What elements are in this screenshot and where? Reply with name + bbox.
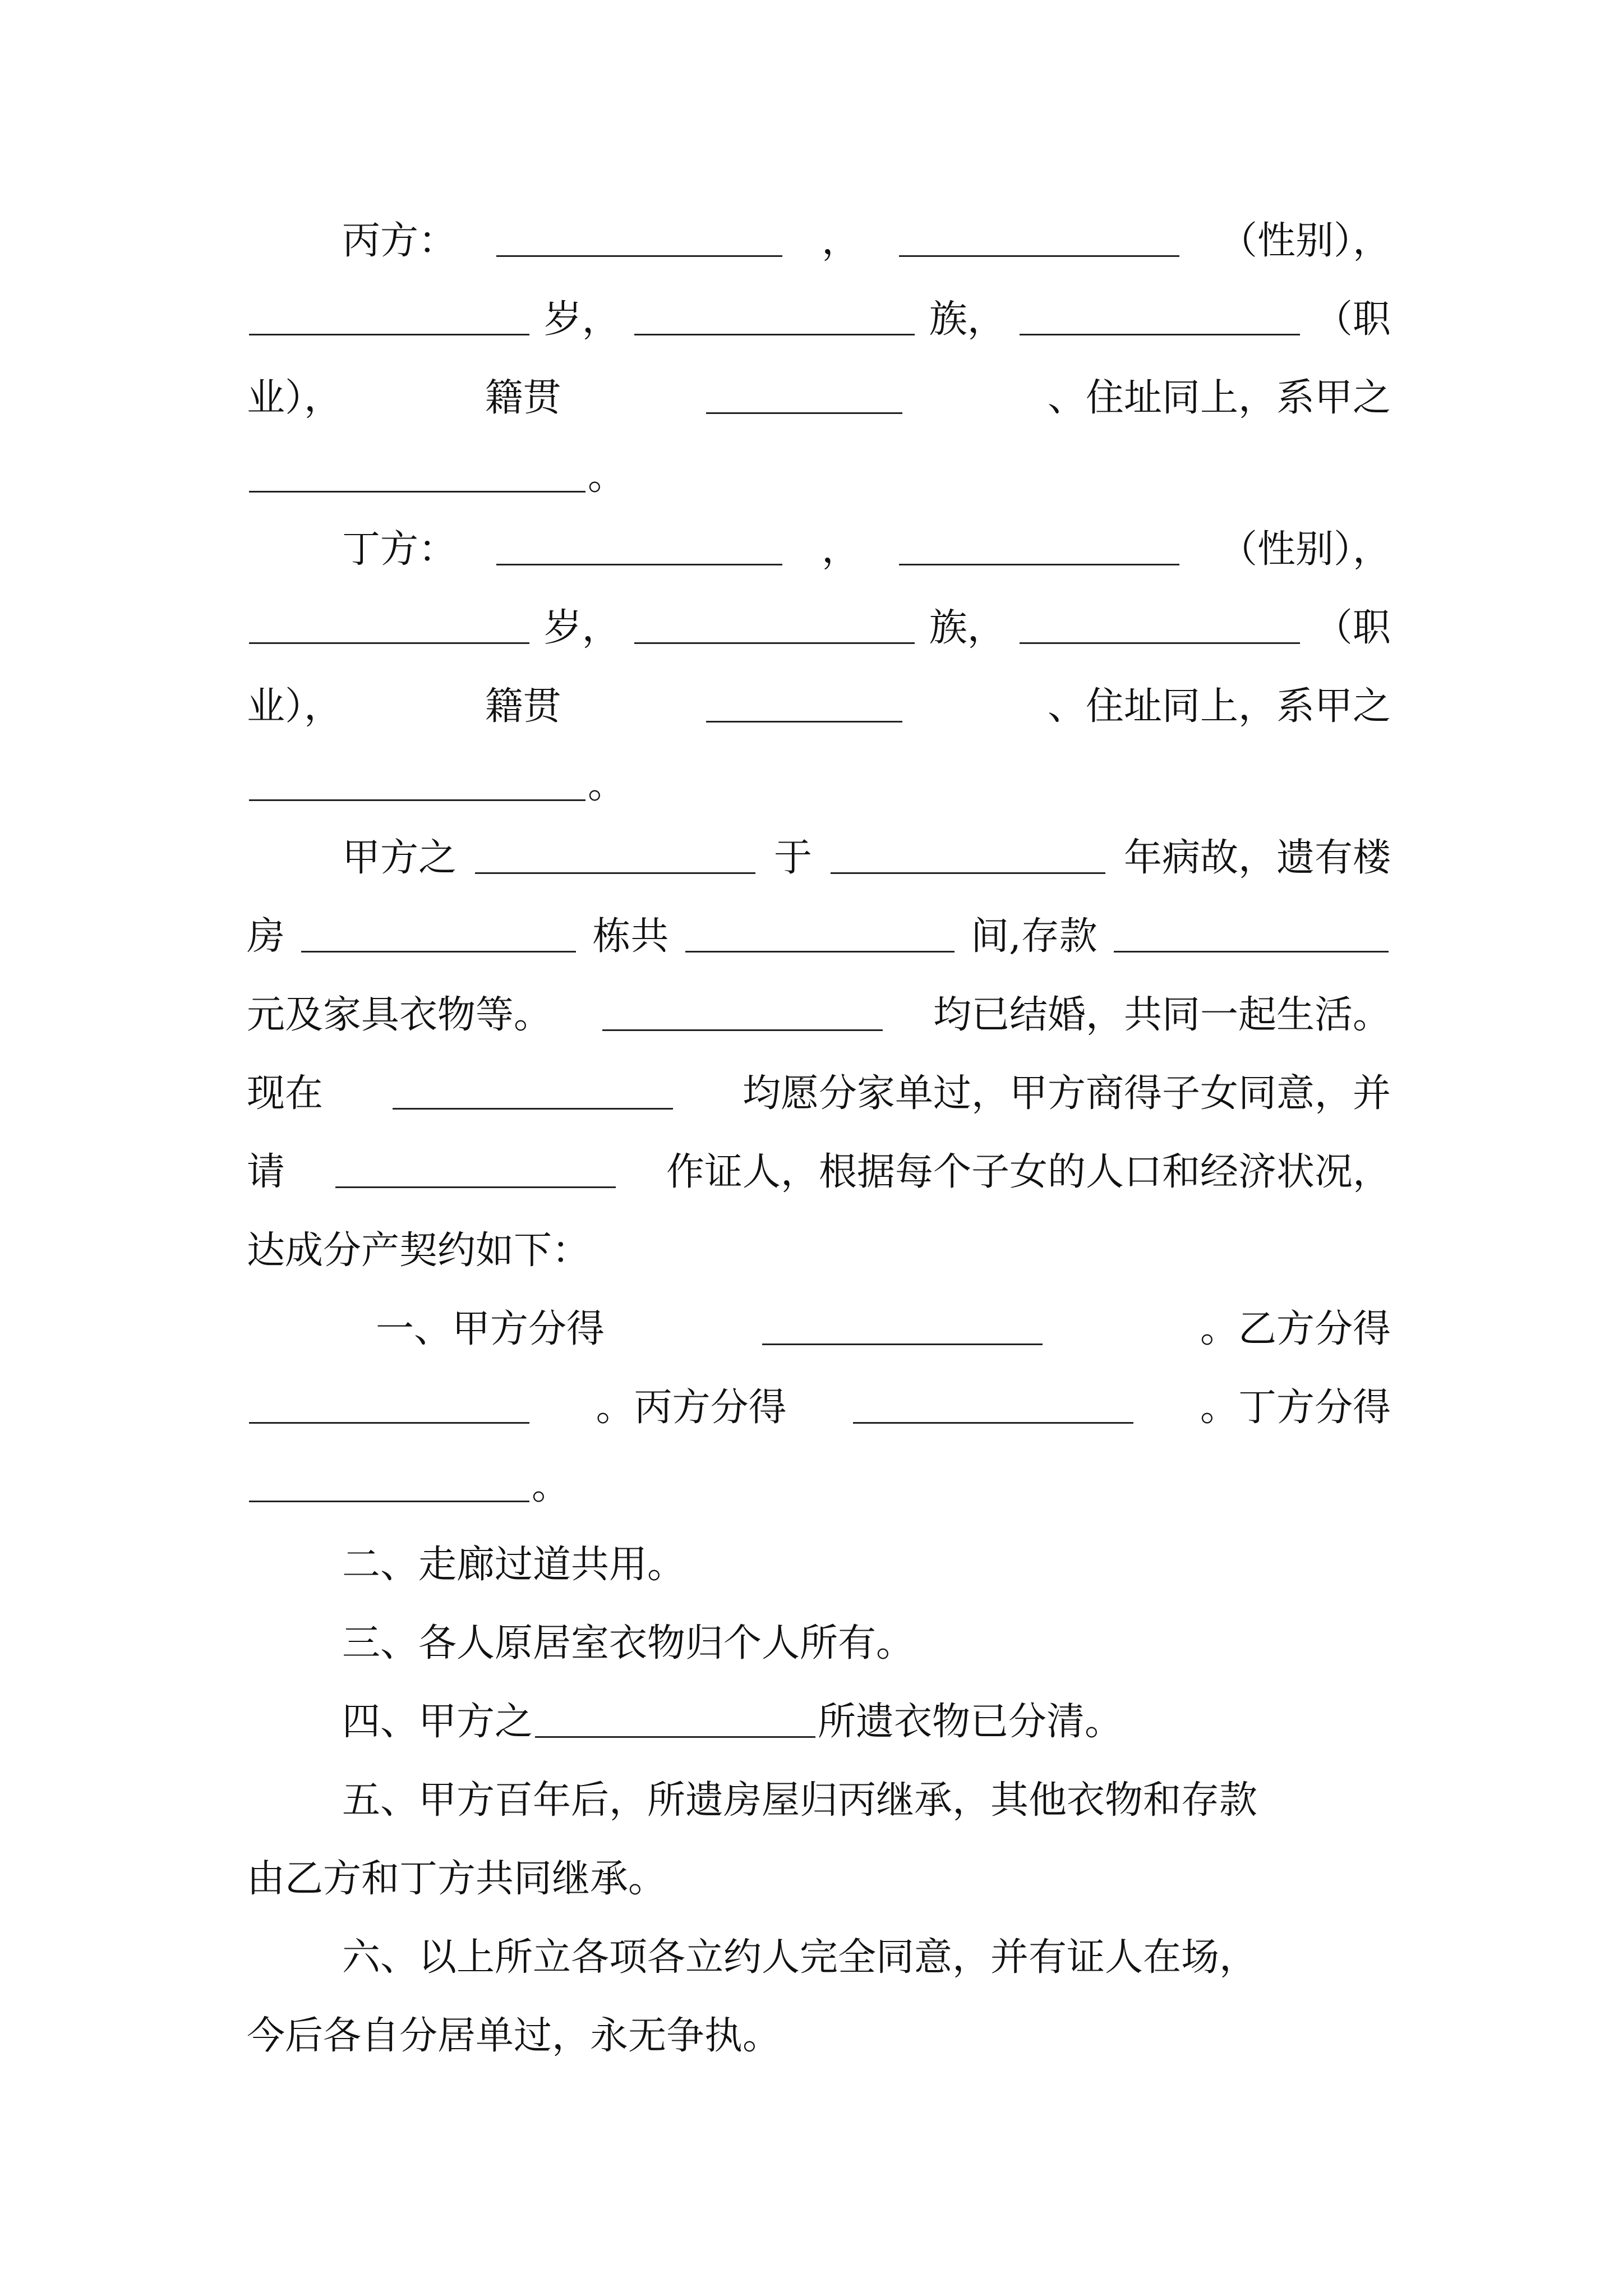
party-ding-job-label: （职: [1314, 606, 1391, 650]
party-bing-period: 。: [588, 454, 626, 499]
party-bing-native-blank: [706, 365, 902, 414]
para-text: 元及家具衣物等。: [247, 993, 552, 1037]
para-text: 现在: [247, 1071, 324, 1116]
party-bing-job-end: 业），: [247, 376, 343, 420]
para-line-2: [247, 898, 1391, 976]
party-bing-job-label: （职: [1314, 297, 1391, 342]
party-ding-label: 丁方：: [342, 527, 457, 572]
party-bing-label: 丙方：: [342, 219, 457, 263]
item-1-jia-blank: [762, 1296, 1043, 1345]
party-ding-gender-blank: [899, 517, 1179, 565]
para-text: 房: [247, 914, 285, 959]
item-2: [247, 1526, 1391, 1604]
para-line-6: [247, 1212, 1391, 1290]
para-line-3: [247, 976, 1391, 1055]
item-1-text: 。丁方分得: [1200, 1386, 1391, 1430]
item-5-line-2: [247, 1840, 1391, 1918]
party-ding-address-text: 、住址同上，系甲之: [1047, 684, 1391, 729]
para-line-4: [247, 1055, 1391, 1133]
party-ding-name-blank: [496, 517, 782, 565]
para-blank: [1114, 904, 1389, 953]
item-4-text: 所遗衣物已分清。: [818, 1700, 1123, 1744]
item-5-text: 由乙方和丁方共同继承。: [247, 1857, 667, 1901]
item-6-text: 今后各自分居单过，永无争执。: [247, 2014, 781, 2058]
party-bing-gender-label: （性别），: [1219, 219, 1391, 263]
party-ding-line-4: [247, 746, 1391, 825]
party-ding-relation-blank: [249, 752, 585, 801]
item-1-bing-blank: [853, 1375, 1133, 1424]
para-text: 达成分产契约如下：: [247, 1228, 591, 1273]
item-5-text: 五、甲方百年后，所遗房屋归丙继承，其他衣物和存款: [342, 1778, 1258, 1823]
item-4-text: 四、甲方之: [342, 1700, 533, 1744]
item-3-text: 三、各人原居室衣物归个人所有。: [342, 1621, 915, 1665]
item-6-text: 六、以上所立各项各立约人完全同意，并有证人在场，: [342, 1935, 1258, 1980]
party-bing-age-label: 岁，: [543, 297, 620, 342]
para-text: 甲方之: [342, 836, 457, 880]
para-blank: [602, 982, 883, 1031]
para-text: 作证人，根据每个子女的人口和经济状况，: [666, 1150, 1391, 1194]
item-5-line-1: [247, 1761, 1391, 1840]
party-ding-age-blank: [249, 595, 529, 644]
item-1-period: 。: [532, 1464, 570, 1508]
party-ding-line-2: [247, 589, 1391, 668]
para-text: 均已结婚，共同一起生活。: [933, 993, 1391, 1037]
item-3: [247, 1604, 1391, 1683]
item-1-line-3: [247, 1447, 1391, 1526]
party-bing-ethnic-label: 族，: [929, 297, 1006, 342]
party-bing-address-text: 、住址同上，系甲之: [1047, 376, 1391, 420]
party-bing-name-blank: [496, 208, 782, 257]
party-bing-line-2: [247, 280, 1391, 359]
para-blank: [301, 904, 576, 953]
party-ding-comma: ，: [821, 527, 860, 572]
item-1-ding-blank: [249, 1453, 529, 1502]
item-6-line-2: [247, 1997, 1391, 2076]
party-ding-job-end: 业），: [247, 684, 343, 729]
party-bing-comma: ，: [821, 219, 860, 263]
party-ding-line-3: [247, 668, 1391, 746]
item-1-text: 。丙方分得: [596, 1386, 787, 1430]
item-1-line-2: [247, 1369, 1391, 1447]
para-blank: [335, 1139, 616, 1188]
party-bing-job-blank: [1020, 287, 1300, 335]
party-ding-ethnic-label: 族，: [929, 606, 1006, 650]
para-text: 请: [247, 1150, 285, 1194]
item-4-blank: [535, 1689, 815, 1738]
party-bing-age-blank: [249, 287, 529, 335]
party-ding-job-blank: [1020, 595, 1300, 644]
party-ding-period: 。: [588, 763, 626, 807]
item-1-line-1: [247, 1290, 1391, 1369]
para-text: 栋共: [592, 914, 669, 959]
party-ding-ethnic-blank: [634, 595, 915, 644]
para-text: 间,存款: [971, 914, 1098, 959]
item-2-text: 二、走廊过道共用。: [342, 1543, 686, 1587]
party-bing-line-1: [247, 202, 1391, 280]
party-bing-gender-blank: [899, 208, 1179, 257]
para-line-5: [247, 1133, 1391, 1212]
para-line-1: [247, 819, 1391, 898]
party-ding-native-label: 籍贯: [485, 684, 561, 729]
party-ding-line-1: [247, 510, 1391, 589]
para-text: 于: [773, 836, 812, 880]
para-blank: [475, 825, 755, 874]
party-bing-relation-blank: [249, 444, 585, 493]
party-bing-native-label: 籍贯: [485, 376, 561, 420]
item-1-text: 。乙方分得: [1200, 1307, 1391, 1351]
item-6-line-1: [247, 1918, 1391, 1997]
party-bing-ethnic-blank: [634, 287, 915, 335]
item-1-text: 一、甲方分得: [376, 1307, 605, 1351]
party-bing-line-3: [247, 359, 1391, 438]
party-ding-native-blank: [706, 674, 902, 723]
item-4: [247, 1683, 1391, 1761]
para-text: 年病故，遗有楼: [1123, 836, 1391, 880]
para-text: 均愿分家单过，甲方商得子女同意，并: [742, 1071, 1391, 1116]
para-blank: [393, 1061, 673, 1110]
item-1-yi-blank: [249, 1375, 529, 1424]
party-ding-age-label: 岁，: [543, 606, 620, 650]
para-blank: [831, 825, 1105, 874]
para-blank: [685, 904, 955, 953]
party-ding-gender-label: （性别），: [1219, 527, 1391, 572]
party-bing-line-4: [247, 438, 1391, 516]
